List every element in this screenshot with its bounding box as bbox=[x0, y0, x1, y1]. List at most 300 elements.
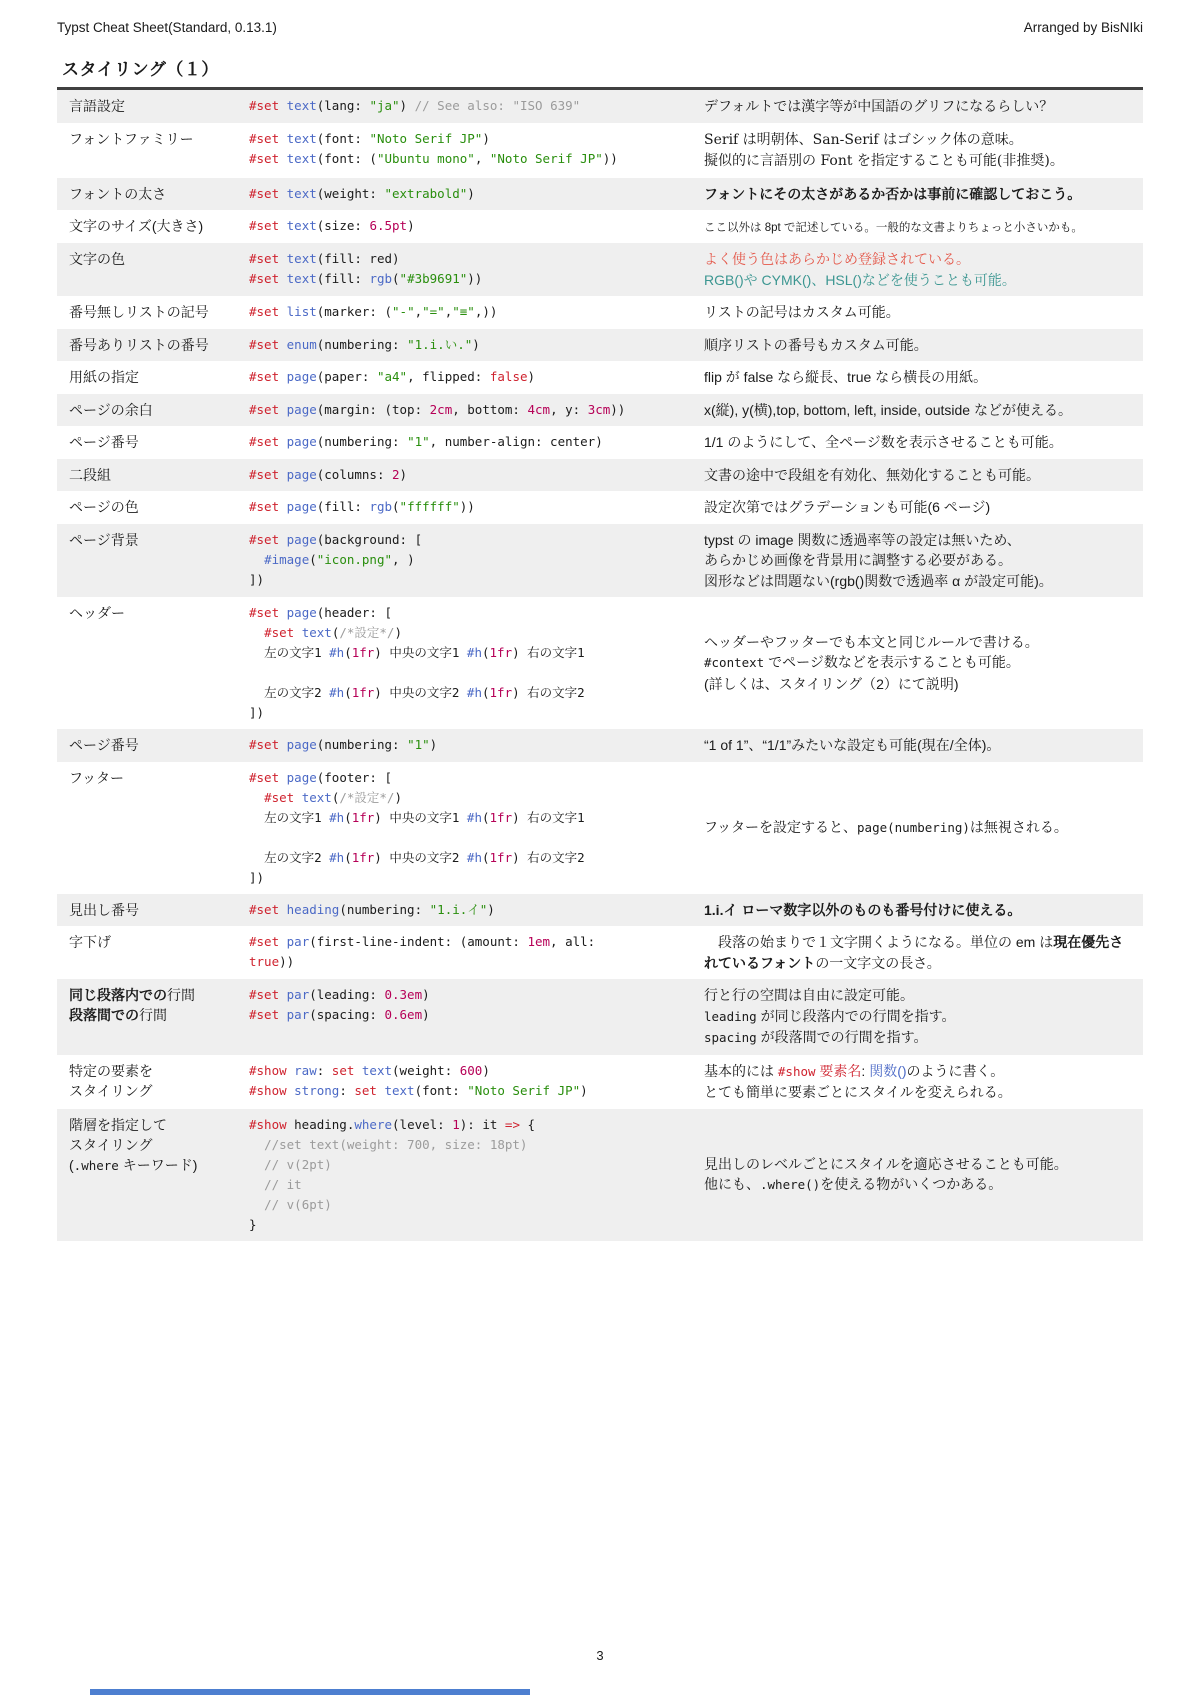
code-cell bbox=[249, 335, 704, 356]
desc-line bbox=[704, 1174, 1137, 1196]
label-cell bbox=[69, 735, 249, 756]
desc-line bbox=[704, 1006, 1137, 1028]
label-cell bbox=[69, 335, 249, 356]
desc-line bbox=[704, 150, 1137, 172]
text-segment: ) bbox=[422, 987, 430, 1002]
label-line bbox=[69, 1061, 249, 1081]
text-segment: キーワード) bbox=[118, 1156, 198, 1173]
code-line bbox=[249, 828, 704, 848]
label-line bbox=[69, 432, 249, 452]
text-segment: (footer: [ bbox=[316, 769, 393, 785]
code-line bbox=[249, 216, 704, 236]
table-row bbox=[57, 1055, 1143, 1109]
text-segment: : bbox=[339, 1082, 355, 1098]
text-segment: (level: bbox=[392, 1116, 453, 1132]
code-line bbox=[249, 432, 704, 452]
text-segment: 中央の文字2 bbox=[389, 849, 467, 865]
text-segment: 中央の文字2 bbox=[389, 685, 467, 700]
text-segment: 文字の色 bbox=[69, 251, 125, 267]
desc-cell bbox=[704, 367, 1143, 388]
desc-line bbox=[704, 335, 1137, 356]
desc-line bbox=[704, 817, 1137, 839]
code-line bbox=[249, 497, 704, 517]
desc-cell bbox=[704, 96, 1143, 117]
text-segment: ) bbox=[422, 1007, 430, 1022]
text-segment: 左の文字2 bbox=[249, 685, 330, 700]
text-segment: ) bbox=[429, 737, 438, 752]
document-header bbox=[57, 20, 1143, 35]
code-cell bbox=[249, 96, 704, 117]
text-segment: 右の文字2 bbox=[527, 849, 585, 865]
text-segment: #set bbox=[249, 901, 287, 917]
label-line bbox=[69, 367, 249, 387]
text-segment: , bbox=[474, 150, 490, 166]
code-line bbox=[249, 269, 704, 289]
code-line bbox=[249, 985, 704, 1005]
text-segment: (numbering: bbox=[316, 434, 408, 449]
code-line bbox=[249, 1155, 704, 1175]
text-segment: heading. bbox=[294, 1116, 355, 1132]
label-cell bbox=[69, 129, 249, 172]
desc-cell bbox=[704, 129, 1143, 172]
text-segment: 左の文字2 bbox=[249, 849, 330, 865]
text-segment: 1/1 のようにして、全ページ数を表示させることも可能。 bbox=[704, 434, 1063, 450]
label-line bbox=[69, 302, 249, 322]
text-segment: 1 bbox=[452, 1116, 460, 1132]
table-row bbox=[57, 1109, 1143, 1241]
text-segment: ) bbox=[472, 336, 480, 352]
desc-line bbox=[704, 184, 1137, 205]
text-segment: "#3b9691" bbox=[399, 271, 468, 286]
label-cell bbox=[69, 932, 249, 973]
text-segment: heading bbox=[286, 901, 340, 917]
text-segment: フォントの太さ bbox=[69, 185, 167, 202]
code-line bbox=[249, 808, 704, 828]
text-segment: #set bbox=[249, 934, 287, 949]
code-cell bbox=[249, 249, 704, 290]
code-cell bbox=[249, 184, 704, 205]
text-segment: "Noto Serif JP" bbox=[369, 130, 483, 146]
text-segment: あらかじめ画像を背景用に調整する必要がある。 bbox=[704, 552, 1012, 568]
text-segment: (weight: bbox=[316, 185, 385, 201]
label-cell bbox=[69, 530, 249, 592]
text-segment: // See also: "ISO 639" bbox=[414, 98, 581, 113]
code-cell bbox=[249, 603, 704, 723]
text-segment: #set bbox=[249, 987, 287, 1002]
desc-line bbox=[704, 216, 1137, 237]
text-segment: , ) bbox=[392, 551, 415, 567]
text-segment: を使える物がいくつかある。 bbox=[820, 1176, 1003, 1192]
text-segment: よく使う色はあらかじめ登録されている。 bbox=[704, 251, 970, 267]
text-segment: x(縦), y(横),top, bottom, left, inside, outside などが使える。 bbox=[704, 401, 1072, 418]
label-line bbox=[69, 735, 249, 755]
label-cell bbox=[69, 497, 249, 518]
text-segment: 特定の要素を bbox=[69, 1062, 153, 1079]
text-segment: "≡" bbox=[452, 304, 475, 319]
label-cell bbox=[69, 768, 249, 888]
text-segment: ( bbox=[344, 645, 352, 660]
text-segment: の一文字文の長さ。 bbox=[815, 954, 941, 971]
text-segment: 言語設定 bbox=[69, 98, 125, 114]
code-cell bbox=[249, 735, 704, 756]
text-segment: #h bbox=[466, 809, 482, 825]
text-segment: (詳しくは、スタイリング（2）にて説明) bbox=[704, 675, 959, 692]
text-segment: rgb bbox=[369, 271, 393, 286]
label-cell bbox=[69, 1115, 249, 1235]
text-segment: ) bbox=[407, 218, 415, 233]
text-segment: #set bbox=[249, 369, 287, 384]
desc-line bbox=[704, 497, 1137, 518]
text-segment: (margin: (top: bbox=[316, 401, 430, 417]
text-segment: // v(6pt) bbox=[249, 1196, 332, 1212]
desc-line bbox=[704, 571, 1137, 592]
text-segment: 1fr bbox=[489, 849, 513, 865]
text-segment: #h bbox=[466, 685, 482, 700]
desc-cell bbox=[704, 335, 1143, 356]
desc-line bbox=[704, 400, 1137, 421]
text-segment: 文字のサイズ(大きさ) bbox=[69, 218, 204, 234]
text-segment: ( bbox=[392, 271, 400, 286]
text-segment: (header: [ bbox=[316, 605, 393, 620]
table-row bbox=[57, 329, 1143, 362]
code-cell bbox=[249, 932, 704, 973]
text-segment: #set bbox=[249, 401, 287, 417]
text-segment: 設定次第ではグラデーションも可能(6 ページ) bbox=[704, 499, 991, 515]
text-segment: ページの色 bbox=[69, 499, 139, 515]
text-segment: ページ背景 bbox=[69, 531, 139, 548]
text-segment: #show bbox=[249, 1062, 295, 1078]
text-segment: text bbox=[286, 98, 317, 113]
code-cell bbox=[249, 985, 704, 1049]
text-segment: 中央の文字1 bbox=[389, 645, 467, 660]
label-cell bbox=[69, 432, 249, 453]
text-segment: , bottom: bbox=[452, 401, 528, 417]
desc-line bbox=[704, 900, 1137, 921]
text-segment bbox=[249, 790, 264, 805]
text-segment: #set bbox=[249, 737, 287, 752]
text-segment: 左の文字1 bbox=[249, 645, 330, 660]
text-segment: ( bbox=[309, 551, 317, 567]
code-line bbox=[249, 623, 704, 643]
text-segment: page bbox=[286, 466, 317, 482]
text-segment: (font: ( bbox=[316, 150, 377, 166]
text-segment: #show bbox=[249, 1082, 295, 1098]
table-row bbox=[57, 394, 1143, 427]
text-segment: "1.i.イ" bbox=[429, 901, 488, 917]
label-line bbox=[69, 465, 249, 485]
text-segment: page bbox=[286, 499, 317, 514]
code-cell bbox=[249, 465, 704, 486]
label-line bbox=[69, 768, 249, 788]
text-segment: par bbox=[286, 1007, 310, 1022]
text-segment: (paper: bbox=[316, 369, 377, 384]
text-segment: (numbering: bbox=[316, 737, 408, 752]
code-line bbox=[249, 96, 704, 116]
text-segment: ) bbox=[374, 645, 390, 660]
text-segment: text bbox=[301, 625, 332, 640]
text-segment: ) bbox=[512, 849, 528, 865]
text-segment: )) bbox=[610, 401, 626, 417]
text-segment: , bbox=[444, 304, 453, 319]
text-segment: スタイリング bbox=[69, 1136, 153, 1153]
desc-cell bbox=[704, 603, 1143, 723]
text-segment: set bbox=[331, 1062, 362, 1078]
code-line bbox=[249, 603, 704, 623]
desc-cell bbox=[704, 768, 1143, 888]
text-segment: text bbox=[286, 130, 317, 146]
text-segment: , all: bbox=[550, 934, 596, 949]
text-segment: 6.5pt bbox=[369, 218, 408, 233]
code-line bbox=[249, 735, 704, 755]
text-segment: 1fr bbox=[489, 645, 513, 660]
text-segment: ) bbox=[512, 645, 528, 660]
desc-cell bbox=[704, 497, 1143, 518]
text-segment: 0.3em bbox=[384, 987, 423, 1002]
table-row bbox=[57, 361, 1143, 394]
text-segment: 見出しのレベルごとにスタイルを適応させることも可能。 bbox=[704, 1155, 1068, 1172]
text-segment: とても簡単に要素ごとにスタイルを変えられる。 bbox=[704, 1084, 1012, 1100]
label-line bbox=[69, 530, 249, 550]
label-cell bbox=[69, 400, 249, 421]
label-cell bbox=[69, 184, 249, 205]
text-segment: (numbering: bbox=[339, 901, 430, 917]
desc-cell bbox=[704, 400, 1143, 421]
text-segment: { bbox=[519, 1116, 536, 1132]
text-segment: (columns: bbox=[316, 466, 393, 482]
text-segment: text bbox=[286, 271, 317, 286]
code-line bbox=[249, 703, 704, 723]
code-line bbox=[249, 1061, 704, 1081]
code-cell bbox=[249, 302, 704, 323]
text-segment: #set bbox=[249, 150, 287, 166]
code-line bbox=[249, 1175, 704, 1195]
code-cell bbox=[249, 400, 704, 421]
table-row bbox=[57, 123, 1143, 178]
text-segment: "ja" bbox=[369, 98, 400, 113]
text-segment: #set bbox=[249, 499, 287, 514]
text-segment: false bbox=[489, 369, 528, 384]
text-segment: 番号無しリストの記号 bbox=[69, 304, 209, 320]
text-segment: ページ番号 bbox=[69, 434, 139, 450]
table-row bbox=[57, 243, 1143, 296]
text-segment: #set bbox=[249, 466, 287, 482]
text-segment: ) bbox=[482, 130, 490, 146]
text-segment: #set bbox=[249, 98, 287, 113]
text-segment: RGB()や CYMK()、HSL()などを使うことも可能。 bbox=[704, 271, 1016, 288]
label-line bbox=[69, 1135, 249, 1155]
text-segment: 用紙の指定 bbox=[69, 369, 139, 385]
code-line bbox=[249, 400, 704, 420]
label-cell bbox=[69, 900, 249, 921]
text-segment: : bbox=[861, 1062, 870, 1079]
text-segment: 行間 bbox=[167, 987, 195, 1003]
label-line bbox=[69, 603, 249, 623]
label-line bbox=[69, 497, 249, 517]
code-line bbox=[249, 868, 704, 888]
label-cell bbox=[69, 465, 249, 486]
text-segment: ( bbox=[344, 849, 352, 865]
text-segment: ) bbox=[512, 685, 528, 700]
text-segment: , flipped: bbox=[407, 369, 490, 384]
text-segment: は無視される。 bbox=[969, 818, 1068, 835]
bottom-blue-bar bbox=[90, 1689, 530, 1695]
label-line bbox=[69, 129, 249, 149]
text-segment: #h bbox=[329, 645, 345, 660]
table-row bbox=[57, 729, 1143, 762]
text-segment: ページの余白 bbox=[69, 401, 153, 418]
label-line bbox=[69, 932, 249, 952]
desc-line bbox=[704, 735, 1137, 756]
desc-cell bbox=[704, 302, 1143, 323]
header-left-title: Typst Cheat Sheet(Standard, 0.13.1) bbox=[57, 20, 277, 35]
text-segment: #h bbox=[466, 849, 482, 865]
text-segment: text bbox=[286, 185, 317, 201]
code-cell bbox=[249, 1115, 704, 1235]
text-segment: スタイリング bbox=[69, 1082, 153, 1099]
text-segment: (numbering: bbox=[316, 336, 408, 352]
code-line bbox=[249, 768, 704, 788]
text-segment: ) bbox=[374, 849, 390, 865]
desc-line bbox=[704, 550, 1137, 571]
text-segment: (fill: bbox=[316, 499, 370, 514]
text-segment: 1em bbox=[527, 934, 551, 949]
desc-line bbox=[704, 249, 1137, 270]
text-segment: flip が false なら縦長、true なら横長の用紙。 bbox=[704, 369, 988, 385]
desc-line bbox=[704, 985, 1137, 1006]
text-segment: text bbox=[384, 1082, 415, 1098]
text-segment: 見出し番号 bbox=[69, 901, 139, 918]
text-segment: ヘッダー bbox=[69, 605, 125, 621]
text-segment: )) bbox=[279, 954, 295, 969]
text-segment: “1 of 1”、“1/1”みたいな設定も可能(現在/全体)。 bbox=[704, 737, 1001, 753]
text-segment: 1.i.イ ローマ数字以外のものも番号付けに使える。 bbox=[704, 901, 1022, 918]
label-line bbox=[69, 1115, 249, 1135]
label-line bbox=[69, 1005, 249, 1025]
text-segment: /*設定*/ bbox=[339, 789, 395, 805]
text-segment: ( bbox=[392, 499, 400, 514]
label-line bbox=[69, 985, 249, 1005]
text-segment: (background: [ bbox=[316, 531, 423, 547]
table-row bbox=[57, 762, 1143, 894]
text-segment: #set bbox=[264, 625, 302, 640]
text-segment: .where() bbox=[760, 1177, 821, 1192]
desc-line bbox=[704, 674, 1137, 695]
text-segment: )) bbox=[459, 499, 475, 514]
text-segment: #set bbox=[249, 271, 287, 286]
desc-line bbox=[704, 96, 1137, 117]
text-segment bbox=[249, 625, 264, 640]
desc-line bbox=[704, 129, 1137, 151]
text-segment: #image bbox=[264, 551, 310, 567]
text-segment: ( bbox=[481, 849, 490, 865]
text-segment: ( bbox=[331, 789, 340, 805]
text-segment: #h bbox=[329, 685, 345, 700]
code-line bbox=[249, 367, 704, 387]
text-segment: "a4" bbox=[376, 369, 408, 384]
desc-line bbox=[704, 932, 1137, 973]
code-cell bbox=[249, 768, 704, 888]
text-segment: 右の文字2 bbox=[527, 685, 585, 700]
text-segment: ページ番号 bbox=[69, 737, 139, 753]
text-segment: "icon.png" bbox=[316, 551, 393, 567]
table-row bbox=[57, 524, 1143, 598]
label-cell bbox=[69, 985, 249, 1049]
text-segment: "Noto Serif JP" bbox=[467, 1082, 581, 1098]
desc-line bbox=[704, 1027, 1137, 1049]
desc-line bbox=[704, 632, 1137, 653]
text-segment: ) bbox=[512, 809, 528, 825]
text-segment: list bbox=[286, 304, 317, 319]
text-segment: ) bbox=[482, 1062, 490, 1078]
code-cell bbox=[249, 497, 704, 518]
desc-cell bbox=[704, 900, 1143, 921]
text-segment: ) bbox=[580, 1082, 588, 1098]
table-row bbox=[57, 178, 1143, 211]
text-segment: #h bbox=[329, 809, 345, 825]
text-segment: par bbox=[286, 987, 310, 1002]
code-line bbox=[249, 570, 704, 590]
text-segment: where bbox=[354, 1116, 393, 1132]
text-segment: フッター bbox=[69, 769, 125, 786]
text-segment: #show bbox=[249, 1116, 295, 1132]
text-segment: par bbox=[286, 934, 310, 949]
text-segment: ]) bbox=[249, 705, 265, 720]
text-segment: ) bbox=[527, 369, 536, 384]
text-segment: ): it bbox=[459, 1116, 505, 1132]
text-segment: が同じ段落内での行間を指す。 bbox=[756, 1007, 956, 1024]
text-segment: page bbox=[286, 737, 317, 752]
text-segment: (fill: bbox=[316, 271, 370, 286]
text-segment: #set bbox=[249, 304, 287, 319]
code-line bbox=[249, 1115, 704, 1135]
code-line bbox=[249, 1005, 704, 1025]
section-title: スタイリング（１） bbox=[62, 60, 219, 79]
desc-line bbox=[704, 1154, 1137, 1175]
text-segment: 1fr bbox=[351, 645, 375, 660]
text-segment: rgb bbox=[369, 499, 393, 514]
page-number: 3 bbox=[596, 1648, 604, 1663]
code-line bbox=[249, 1081, 704, 1101]
text-segment: page bbox=[286, 769, 317, 785]
text-segment: 番号ありリストの番号 bbox=[69, 336, 209, 353]
label-line bbox=[69, 216, 249, 236]
text-segment: #set bbox=[249, 434, 287, 449]
label-line bbox=[69, 335, 249, 355]
desc-line bbox=[704, 465, 1137, 486]
text-segment: 行と行の空間は自由に設定可能。 bbox=[704, 987, 914, 1003]
text-segment: 1fr bbox=[351, 809, 375, 825]
code-line bbox=[249, 788, 704, 808]
table-row bbox=[57, 491, 1143, 524]
text-segment: text bbox=[286, 251, 317, 266]
code-line bbox=[249, 249, 704, 269]
code-line bbox=[249, 848, 704, 868]
label-line bbox=[69, 1081, 249, 1101]
text-segment: #show bbox=[777, 1063, 816, 1079]
code-line bbox=[249, 465, 704, 485]
desc-line bbox=[704, 652, 1137, 674]
text-segment: #set bbox=[264, 789, 302, 805]
text-segment: 左の文字1 bbox=[249, 809, 330, 825]
code-line bbox=[249, 184, 704, 204]
text-segment: (size: bbox=[316, 218, 370, 233]
text-segment: page(numbering) bbox=[857, 819, 970, 835]
text-segment: のように書く。 bbox=[906, 1062, 1005, 1079]
text-segment: ) bbox=[399, 98, 415, 113]
text-segment: Serif は明朝体、San-Serif はゴシック体の意味。 bbox=[704, 131, 1023, 148]
text-segment: #set bbox=[249, 251, 287, 266]
code-line bbox=[249, 683, 704, 703]
